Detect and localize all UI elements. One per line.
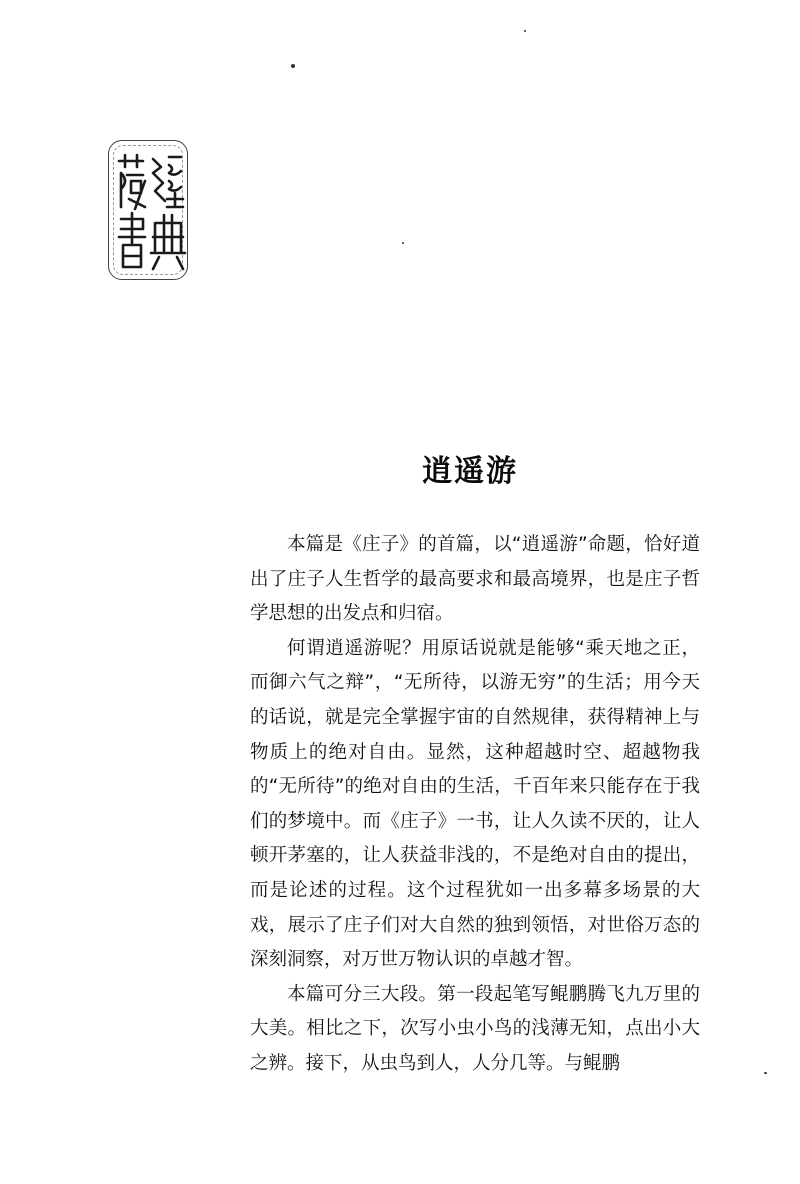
- scan-speck: [291, 64, 295, 68]
- chapter-intro-text: [250, 528, 700, 1082]
- classic-collection-seal: [108, 140, 188, 280]
- scan-speck: [524, 30, 526, 32]
- paragraph: 何谓逍遥游呢？用原话说就是能够“乘天地之正，而御六气之辩”，“无所待，以游无穷”的生活；用今天的话说，就是完全掌握宇宙的自然规律，获得精神上与物质上的绝对自由。显然，这种超越时空、超越物我的“无所待”的绝对自由的生活，千百年来只能存在于我们的梦境中。而《庄子》一书，让人久读不厌的，让人顿开茅塞的，让人获益非浅的，不是绝对自由的提出，而是论述的过程。这个过程犹如一出多幕多场景的大戏，展示了庄子们对大自然的独到领悟，对世俗万态的深刻洞察，对万世万物认识的卓越才智。: [250, 637, 700, 971]
- scan-speck: [764, 1072, 767, 1074]
- scan-speck: [402, 242, 404, 244]
- seal-script-glyphs: [109, 141, 189, 281]
- paragraph: 本篇是《庄子》的首篇，以“逍遥游”命题，恰好道出了庄子人生哲学的最高要求和最高境界，也是庄子哲学思想的出发点和归宿。: [250, 534, 700, 625]
- paragraph: 本篇可分三大段。第一段起笔写鲲鹏腾飞九万里的大美。相比之下，次写小虫小鸟的浅薄无知，点出小大之辨。接下，从虫鸟到人，人分几等。与鲲鹏: [250, 983, 700, 1074]
- chapter-title: 逍遥游: [422, 454, 518, 489]
